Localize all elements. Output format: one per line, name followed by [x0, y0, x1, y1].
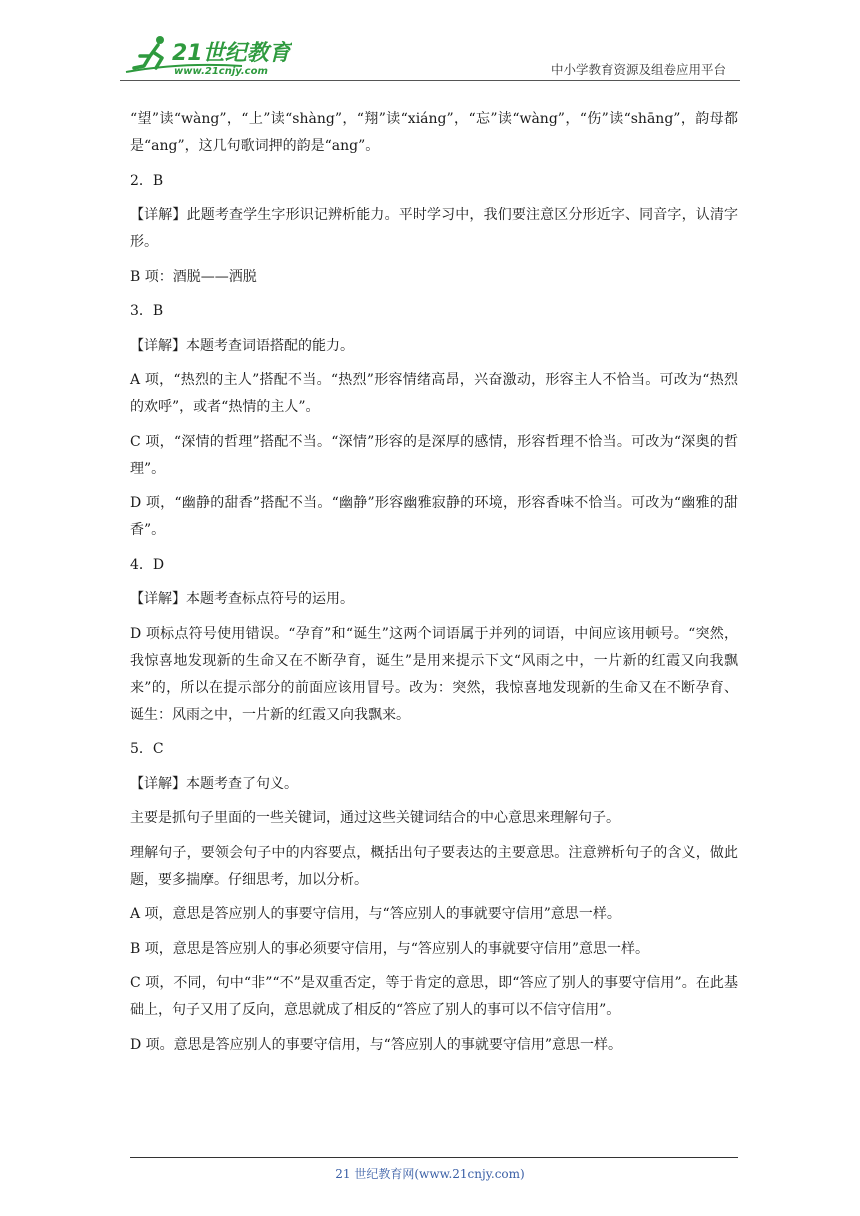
page-header [122, 30, 738, 82]
question-number: 2．B [130, 172, 164, 189]
platform-name: 中小学教育资源及组卷应用平台 [550, 62, 726, 77]
header-divider [120, 80, 740, 81]
svg-text:www.21cnjy.com: www.21cnjy.com [174, 66, 268, 77]
paragraph: C 项，不同，句中“非”“不”是双重否定，等于肯定的意思，即“答应了别人的事要守信用”。在此基础上，句子又用了反向，意思就成了相反的“答应了别人的事可以不信守信用”。 [130, 975, 738, 1018]
question-number: 5．C [130, 741, 164, 757]
paragraph: B 项：酒脱——洒脱 [130, 268, 257, 285]
paragraph: A 项，“热烈的主人”搭配不当。“热烈”形容情绪高昂，兴奋激动，形容主人不恰当。可改为“热烈的欢呼”，或者“热情的主人”。 [130, 372, 738, 415]
paragraph: B 项，意思是答应别人的事必须要守信用，与“答应别人的事就要守信用”意思一样。 [130, 940, 650, 957]
paragraph: D 项，“幽静的甜香”搭配不当。“幽静”形容幽雅寂静的环境，形容香味不恰当。可改为“幽雅的甜香”。 [130, 495, 738, 538]
document-body [130, 106, 738, 1066]
paragraph: D 项。意思是答应别人的事要守信用，与“答应别人的事就要守信用”意思一样。 [130, 1036, 622, 1053]
page-footer: 21 世纪教育网(www.21cnjy.com) [335, 1167, 525, 1181]
paragraph: A 项，意思是答应别人的事要守信用，与“答应别人的事就要守信用”意思一样。 [130, 906, 621, 922]
paragraph: 【详解】本题考查标点符号的运用。 [130, 591, 354, 607]
paragraph: D 项标点符号使用错误。“孕育”和“诞生”这两个词语属于并列的词语，中间应该用顿号。“突然，我惊喜地发现新的生命又在不断孕育，诞生”是用来提示下文“风雨之中，一片新的红霞又向我飘来”的，所以在提示部分的前面应该用冒号。改为：突然，我惊喜地发现新的生命又在不断孕育、诞生：风雨之中，一片新的红霞又向我飘来。 [130, 625, 738, 723]
paragraph: 理解句子，要领会句子中的内容要点，概括出句子要表达的主要意思。注意辨析句子的含义，做此题，要多揣摩。仔细思考，加以分析。 [130, 844, 738, 888]
paragraph: “望”读“wàng”，“上”读“shàng”，“翔”读“xiáng”，“忘”读“wàng”，“伤”读“shāng”，韵母都是“ang”，这几句歌词押的韵是“ang”。 [130, 111, 738, 154]
footer-divider [130, 1157, 738, 1158]
svg-text:21世纪教育: 21世纪教育 [172, 41, 291, 66]
paragraph: C 项，“深情的哲理”搭配不当。“深情”形容的是深厚的感情，形容哲理不恰当。可改为“深奥的哲理”。 [130, 433, 738, 477]
question-number: 4．D [130, 556, 165, 573]
paragraph: 【详解】本题考查词语搭配的能力。 [130, 337, 354, 354]
21cnjy-logo [122, 32, 292, 78]
paragraph: 主要是抓句子里面的一些关键词，通过这些关键词结合的中心意思来理解句子。 [130, 810, 620, 826]
paragraph: 【详解】此题考查学生字形识记辨析能力。平时学习中，我们要注意区分形近字、同音字，认清字形。 [130, 207, 738, 250]
paragraph: 【详解】本题考查了句义。 [130, 775, 298, 792]
question-number: 3．B [130, 303, 164, 319]
